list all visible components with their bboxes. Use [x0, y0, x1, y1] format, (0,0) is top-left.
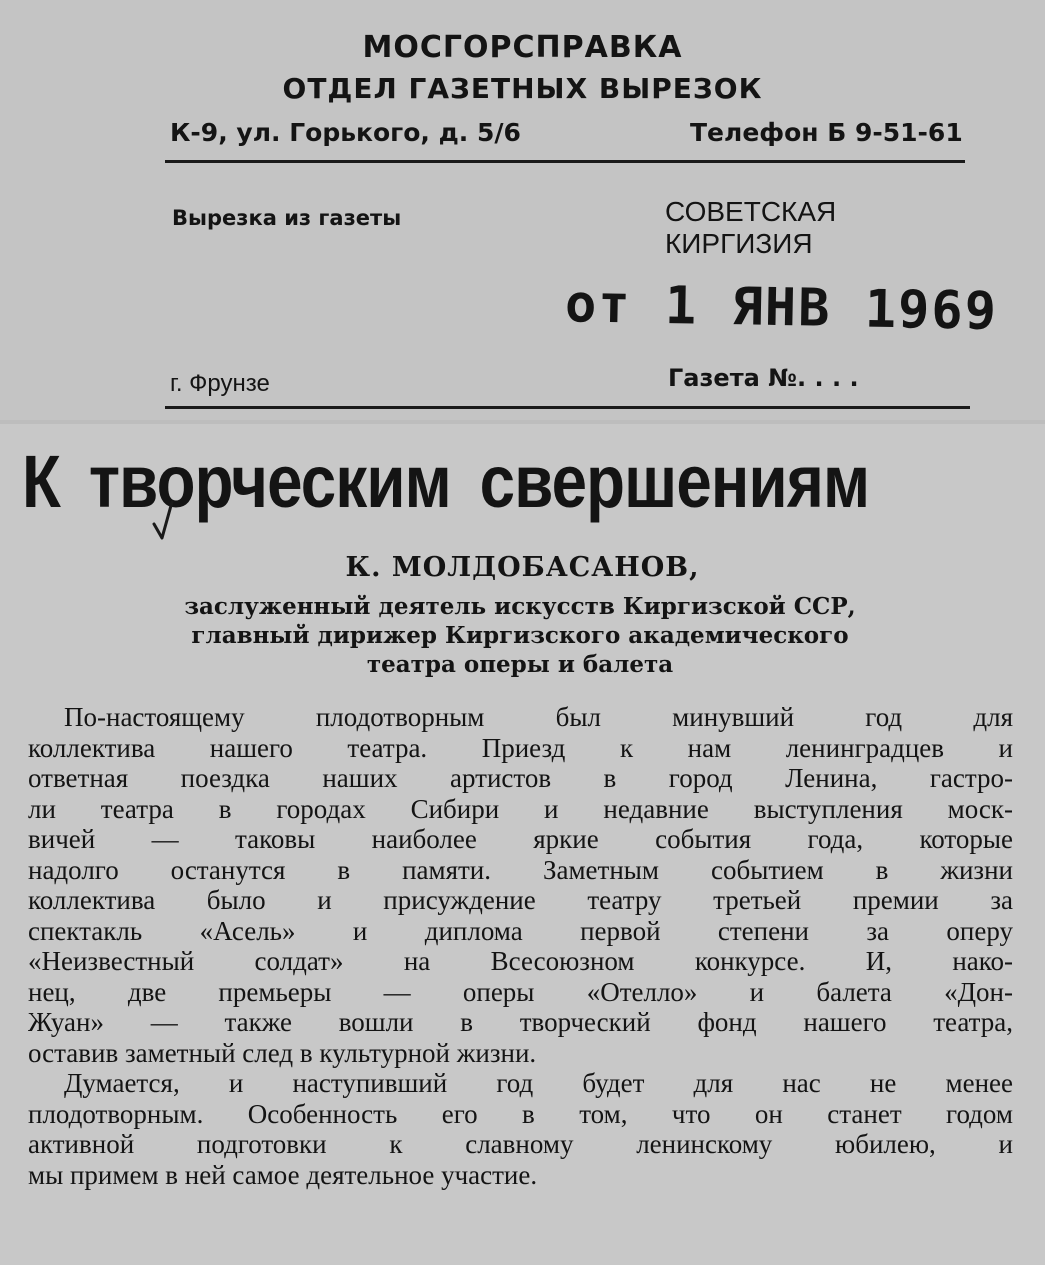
- cutting-label: Вырезка из газеты: [172, 206, 402, 230]
- header-divider: [165, 160, 965, 163]
- author-name: К. МОЛДОБАСАНОВ,: [345, 552, 700, 583]
- paragraph1-line: вичей — таковы наиболее яркие события года, которые: [28, 824, 1013, 854]
- paragraph2-line: Думается, и наступивший год будет для нас не менее: [64, 1068, 1013, 1098]
- paragraph1-line: Жуан» — также вошли в творческий фонд нашего театра,: [28, 1007, 1013, 1037]
- department-name: ОТДЕЛ ГАЗЕТНЫХ ВЫРЕЗОК: [282, 72, 763, 105]
- newspaper-name: [665, 196, 836, 260]
- paragraph2-line: активной подготовки к славному ленинскому юбилею, и: [28, 1129, 1013, 1159]
- address: К-9, ул. Горького, д. 5/6: [170, 118, 521, 147]
- credentials-line: заслуженный деятель искусств Киргизской ССР,: [184, 593, 856, 620]
- credentials-line: театра оперы и балета: [366, 651, 674, 678]
- author-credentials: [80, 592, 960, 679]
- org-name: МОСГОРСПРАВКА: [362, 30, 683, 65]
- paragraph1-line: По-настоящему плодотворным был минувший год для: [64, 702, 1013, 732]
- paragraph2-line: мы примем в ней самое деятельное участие.: [28, 1159, 538, 1190]
- phone: Телефон Б 9-51-61: [690, 118, 963, 147]
- newspaper-name-line2: КИРГИЗИЯ: [665, 228, 813, 259]
- article-body: [28, 702, 1013, 1190]
- paragraph1-line: коллектива было и присуждение театру третьей премии за: [28, 885, 1013, 915]
- paragraph1-line: надолго останутся в памяти. Заметным событием в жизни: [28, 854, 1013, 885]
- paragraph1-line: «Неизвестный солдат» на Всесоюзном конкурсе. И, нако-: [28, 946, 1013, 976]
- clipping-service-header: [0, 0, 1045, 420]
- paragraph1-line: нец, две премьеры — оперы «Отелло» и балета «Дон-: [28, 976, 1013, 1007]
- city: г. Фрунзе: [170, 370, 270, 397]
- credentials-line: главный дирижер Киргизского академического: [191, 622, 849, 649]
- header-bottom-divider: [165, 406, 970, 409]
- paragraph1-line: коллектива нашего театра. Приезд к нам ленинградцев и: [28, 732, 1013, 763]
- handwritten-check-mark: [150, 494, 180, 544]
- paragraph1-line: ли театра в городах Сибири и недавние выступления моск-: [28, 793, 1013, 824]
- paragraph1-line: оставив заметный след в культурной жизни.: [28, 1037, 537, 1068]
- issue-label: Газета №. . . .: [668, 364, 859, 392]
- date-stamp: от 1 ЯНВ 1969: [564, 274, 999, 342]
- headline: К творческим свершениям: [22, 440, 870, 523]
- newspaper-name-line1: СОВЕТСКАЯ: [665, 196, 837, 227]
- paragraph1-line: ответная поездка наших артистов в город Ленина, гастро-: [28, 763, 1013, 793]
- article: [0, 424, 1045, 1265]
- paragraph1-line: спектакль «Асель» и диплома первой степени за оперу: [28, 915, 1013, 946]
- paragraph2-line: плодотворным. Особенность его в том, что он станет годом: [28, 1098, 1013, 1129]
